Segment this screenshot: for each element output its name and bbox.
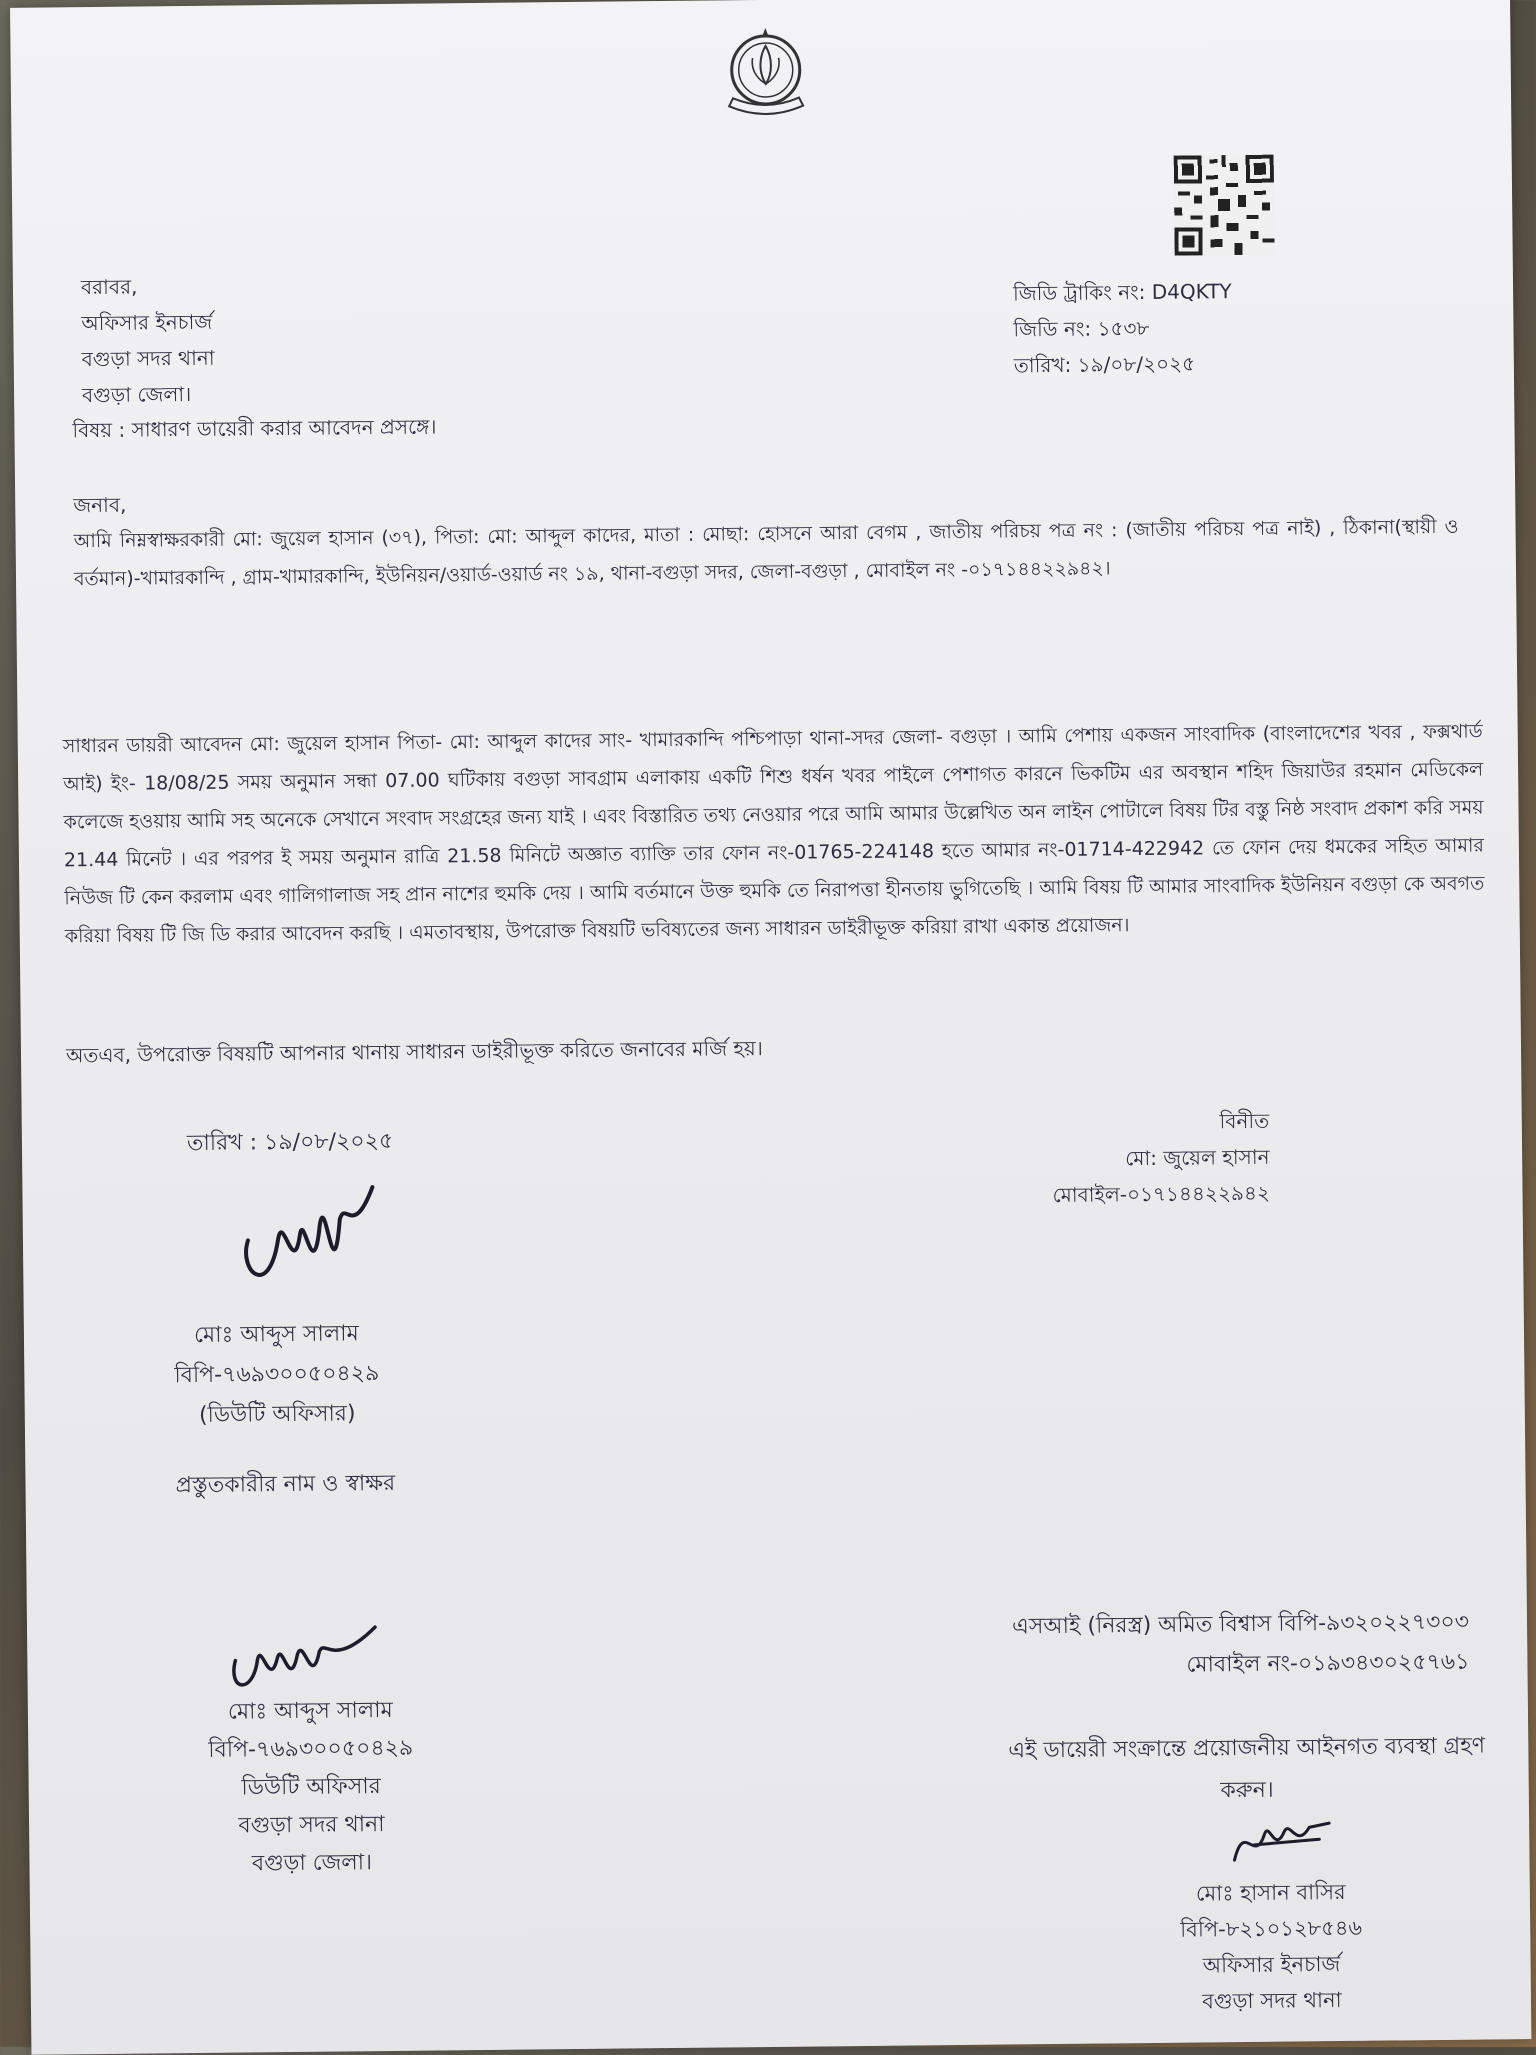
action-instruction: এই ডায়েরী সংক্রান্তে প্রয়োজনীয় আইনগত ব্যবস্থা গ্রহণ করুন। bbox=[1008, 1733, 1486, 1804]
duty-officer-block-2: মোঃ আব্দুস সালাম বিপি-৭৬৯৩০০৫০৪২৯ ডিউটি অফিসার বগুড়া সদর থানা বগুড়া জেলা। bbox=[208, 1697, 414, 1877]
officer-in-charge-signature bbox=[1224, 1809, 1335, 1870]
police-emblem-icon bbox=[710, 17, 821, 128]
applicant-intro: আমি নিম্নস্বাক্ষরকারী মো: জুয়েল হাসান (৩৭), পিতা: মো: আব্দুল কাদের, মাতা : মোছা: হোসনে আরা বেগম , জাতীয় পরিচয় পত্র নং : (জাতীয় পরিচয় পত্র নাই) , ঠিকানা(স্থায়ী ও বর্তমান)-খামারকান্দি , গ্রাম-খামারকান্দি, ইউনিয়ন/ওয়ার্ড-ওয়ার্ড নং ১৯, থানা-বগুড়া সদর, জেলা-বগুড়া , মোবাইল নং -০১৭১৪৪২২৯৪২। bbox=[73, 515, 1459, 591]
gd-number: জিডি নং: ১৫৩৮ bbox=[1013, 315, 1150, 342]
addressee-block: বরাবর, অফিসার ইনচার্জ বগুড়া সদর থানা বগুড়া জেলা। bbox=[80, 274, 215, 408]
complaint-body: সাধারন ডায়রী আবেদন মো: জুয়েল হাসান পিতা- মো: আব্দুল কাদের সাং- খামারকান্দি পশ্চিপাড়া থানা-সদর জেলা- বগুড়া । আমি পেশায় একজন সাংবাদিক (বাংলাদেশের খবর , ফক্সথার্ড আই) ইং- 18/08/25 সময় অনুমান সন্ধা 07.00 ঘটিকায় বগুড়া সাবগ্রাম এলাকায় একটি শিশু ধর্ষন খবর পাইলে পেশাগত কারনে ভিকটিম এর অবস্থান শহিদ জিয়াউর রহমান মেডিকেল কলেজে হওয়ায় আমি সহ অনেকে সেখানে সংবাদ সংগ্রহের জন্য যাই । এবং বিস্তারিত তথ্য নেওয়ার পরে আমি আমার উল্লেখিত অন লাইন পোটালে বিষয় টির বস্তু নিষ্ঠ সংবাদ প্রকাশ করি সময় 21.44 মিনেট । এর পরপর ই সময় অনুমান রাত্রি 21.58 মিনিটে অজ্ঞাত ব্যাক্তি তার ফোন নং-01765-224148 হতে আমার নং-01714-422942 তে ফোন দেয় ধমকের সহিত আমার নিউজ টি কেন করলাম এবং গালিগালাজ সহ প্রান নাশের হুমকি দেয় । আমি বর্তমানে উক্ত হুমকি তে নিরাপত্তা হীনতায় ভুগিতেছি । আমি বিষয় টি আমার সাংবাদিক ইউনিয়ন বগুড়া কে অবগত করিয়া বিষয় টি জি ডি করার আবেদন করছি । এমতাবস্থায়, উপরোক্ত বিষয়টি ভবিষ্যতের জন্য সাধারন ডাইরীভূক্ত করিয়া রাখা একান্ত প্রয়োজন। bbox=[62, 720, 1485, 948]
subject-line: বিষয় : সাধারণ ডায়েরী করার আবেদন প্রসঙ্গে। bbox=[72, 414, 437, 443]
application-date: তারিখ : ১৯/০৮/২০২৫ bbox=[186, 1128, 394, 1157]
officer-in-charge-block: মোঃ হাসান বাসির বিপি-৮২১০১২৮৫৪৬ অফিসার ইনচার্জ বগুড়া সদর থানা bbox=[1180, 1879, 1363, 2014]
gd-info-block bbox=[1013, 273, 1233, 383]
salutation: জনাব, bbox=[73, 492, 127, 518]
gd-date: তারিখ: ১৯/০৮/২০২৫ bbox=[1013, 351, 1196, 378]
investigating-officer-block: এসআই (নিরস্ত্র) অমিত বিশ্বাস বিপি-৯৩২০২২৭৩০৩ মোবাইল নং-০১৯৩৪৩০২৫৭৬১ bbox=[1011, 1609, 1470, 1678]
closing-request: অতএব, উপরোক্ত বিষয়টি আপনার থানায় সাধারন ডাইরীভূক্ত করিতে জনাবের মর্জি হয়। bbox=[65, 1036, 763, 1068]
gd-tracking-number: জিডি ট্রাকিং নং: D4QKTY bbox=[1012, 279, 1232, 306]
duty-officer-block-1: মোঃ আব্দুস সালাম বিপি-৭৬৯৩০০৫০৪২৯ (ডিউটি অফিসার) bbox=[174, 1321, 380, 1428]
preparer-label: প্রস্তুতকারীর নাম ও স্বাক্ষর bbox=[175, 1470, 396, 1499]
qr-code-icon bbox=[1174, 155, 1275, 256]
document-page bbox=[10, 0, 1531, 2055]
duty-officer-signature-2 bbox=[227, 1619, 378, 1701]
sender-block: বিনীত মো: জুয়েল হাসান মোবাইল-০১৭১৪৪২২৯৪২ bbox=[1052, 1108, 1271, 1208]
duty-officer-signature-1 bbox=[237, 1179, 378, 1310]
